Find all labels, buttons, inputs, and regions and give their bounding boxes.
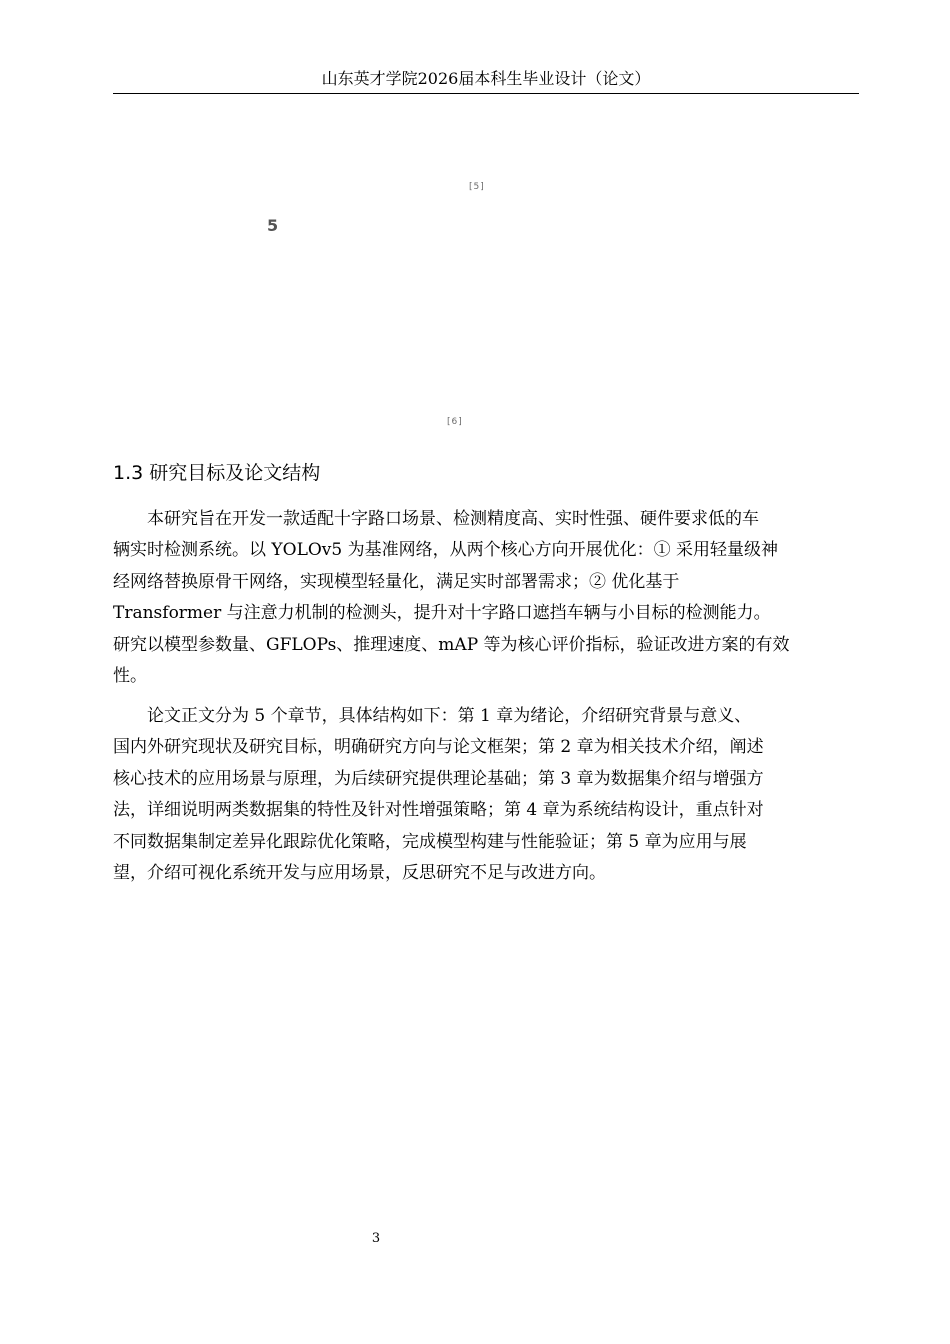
section-heading: 1.3 研究目标及论文结构 bbox=[113, 462, 321, 484]
paragraph-research-goals bbox=[113, 504, 857, 692]
paragraph-line: Transformer 与注意力机制的检测头，提升对十字路口遮挡车辆与小目标的检测能力。 bbox=[113, 603, 771, 624]
paragraph-line: 性。 bbox=[113, 666, 147, 687]
paragraph-line: 法，详细说明两类数据集的特性及针对性增强策略；第 4 章为系统结构设计，重点针对 bbox=[113, 800, 764, 821]
paragraph-line: 国内外研究现状及研究目标，明确研究方向与论文框架；第 2 章为相关技术介绍，阐述 bbox=[113, 737, 764, 758]
citation-marker-6: [6] bbox=[447, 417, 463, 427]
paragraph-line: 核心技术的应用场景与原理，为后续研究提供理论基础；第 3 章为数据集介绍与增强方 bbox=[113, 768, 764, 789]
stray-number: 5 bbox=[267, 216, 279, 235]
paragraph-line: 论文正文分为 5 个章节，具体结构如下：第 1 章为绪论，介绍研究背景与意义、 bbox=[113, 706, 752, 726]
paragraph-line: 本研究旨在开发一款适配十字路口场景、检测精度高、实时性强、硬件要求低的车 bbox=[113, 509, 759, 529]
citation-marker-5: [5] bbox=[469, 182, 485, 192]
running-header-title: 山东英才学院2026届本科生毕业设计（论文） bbox=[321, 69, 651, 88]
paragraph-line: 经网络替换原骨干网络，实现模型轻量化，满足实时部署需求；② 优化基于 bbox=[113, 571, 680, 592]
paragraph-thesis-structure bbox=[113, 701, 857, 889]
paragraph-line: 辆实时检测系统。以 YOLOv5 为基准网络，从两个核心方向开展优化：① 采用轻量级神 bbox=[113, 540, 779, 561]
page-number: 3 bbox=[371, 1231, 381, 1246]
paragraph-line: 不同数据集制定差异化跟踪优化策略，完成模型构建与性能验证；第 5 章为应用与展 bbox=[113, 831, 747, 852]
paragraph-line: 望，介绍可视化系统开发与应用场景，反思研究不足与改进方向。 bbox=[113, 863, 606, 884]
header-rule bbox=[113, 93, 859, 94]
paragraph-line: 研究以模型参数量、GFLOPs、推理速度、mAP 等为核心评价指标，验证改进方案的有效 bbox=[113, 634, 790, 655]
